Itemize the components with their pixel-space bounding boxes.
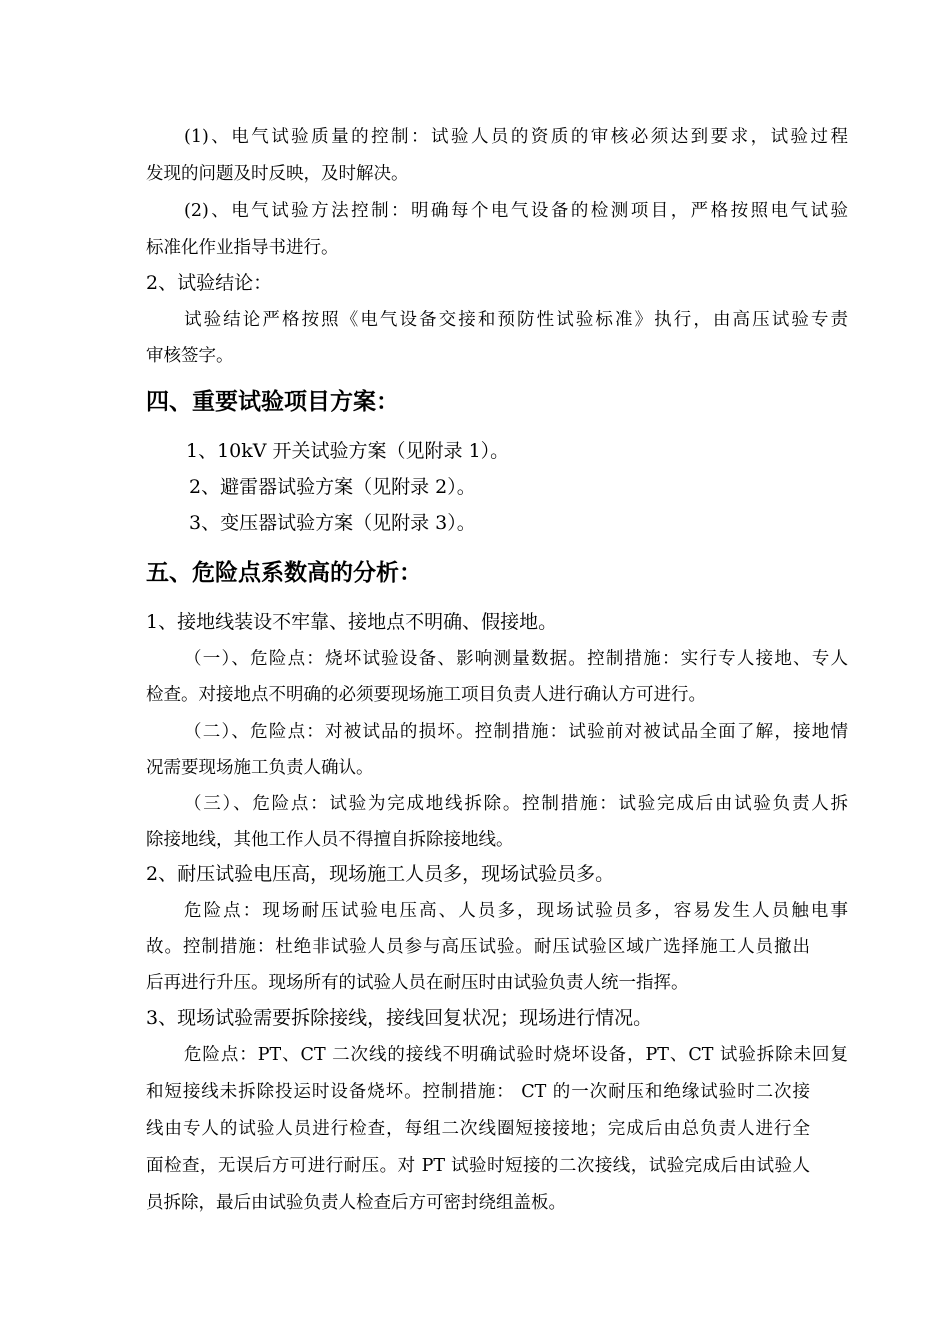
- paragraph-line: (1)、电气试验质量的控制：试验人员的资质的审核必须达到要求，试验过程: [184, 127, 848, 147]
- paragraph-line: 后再进行升压。现场所有的试验人员在耐压时由试验负责人统一指挥。: [146, 973, 689, 993]
- section-heading: 四、重要试验项目方案：: [146, 388, 399, 415]
- section-heading: 五、危险点系数高的分析：: [146, 559, 422, 586]
- paragraph-line: （一）、危险点：烧坏试验设备、影响测量数据。控制措施：实行专人接地、专人: [184, 649, 848, 669]
- subsection-item: 3、现场试验需要拆除接线，接线回复状况；现场进行情况。: [146, 1007, 653, 1029]
- paragraph-line: 和短接线未拆除投运时设备烧坏。控制措施： CT 的一次耐压和绝缘试验时二次接: [146, 1082, 810, 1102]
- paragraph-line: 危险点：PT、CT 二次线的接线不明确试验时烧坏设备，PT、CT 试验拆除未回复: [184, 1045, 848, 1065]
- paragraph-line: 试验结论严格按照《电气设备交接和预防性试验标准》执行，由高压试验专责: [184, 310, 848, 330]
- appendix-item: 2、避雷器试验方案（见附录 2）。: [189, 476, 476, 498]
- paragraph-line: 除接地线，其他工作人员不得擅自拆除接地线。: [146, 830, 514, 850]
- paragraph-line: 检查。对接地点不明确的必须要现场施工项目负责人进行确认方可进行。: [146, 685, 706, 705]
- subsection-item: 1、接地线装设不牢靠、接地点不明确、假接地。: [146, 611, 558, 633]
- paragraph-line: 面检查，无误后方可进行耐压。对 PT 试验时短接的二次接线，试验完成后由试验人: [146, 1156, 810, 1176]
- appendix-item: 3、变压器试验方案（见附录 3）。: [189, 512, 476, 534]
- paragraph-line: （二）、危险点：对被试品的损坏。控制措施：试验前对被试品全面了解，接地情: [184, 722, 848, 742]
- paragraph-line: （三）、危险点：试验为完成地线拆除。控制措施：试验完成后由试验负责人拆: [184, 794, 848, 814]
- paragraph-line: 审核签字。: [146, 346, 234, 366]
- section-item: 2、试验结论：: [146, 272, 273, 294]
- paragraph-line: 危险点：现场耐压试验电压高、人员多，现场试验员多，容易发生人员触电事: [184, 901, 848, 921]
- paragraph-line: 标准化作业指导书进行。: [146, 238, 339, 258]
- paragraph-line: (2)、电气试验方法控制：明确每个电气设备的检测项目，严格按照电气试验: [184, 201, 848, 221]
- paragraph-line: 况需要现场施工负责人确认。: [146, 758, 374, 778]
- paragraph-line: 故。控制措施：杜绝非试验人员参与高压试验。耐压试验区域广选择施工人员撤出: [146, 937, 810, 957]
- subsection-item: 2、耐压试验电压高，现场施工人员多，现场试验员多。: [146, 863, 615, 885]
- paragraph-line: 员拆除，最后由试验负责人检查后方可密封绕组盖板。: [146, 1193, 566, 1213]
- paragraph-line: 线由专人的试验人员进行检查，每组二次线圈短接接地；完成后由总负责人进行全: [146, 1119, 810, 1139]
- appendix-item: 1、10kV 开关试验方案（见附录 1）。: [186, 440, 510, 462]
- paragraph-line: 发现的问题及时反映，及时解决。: [146, 164, 409, 184]
